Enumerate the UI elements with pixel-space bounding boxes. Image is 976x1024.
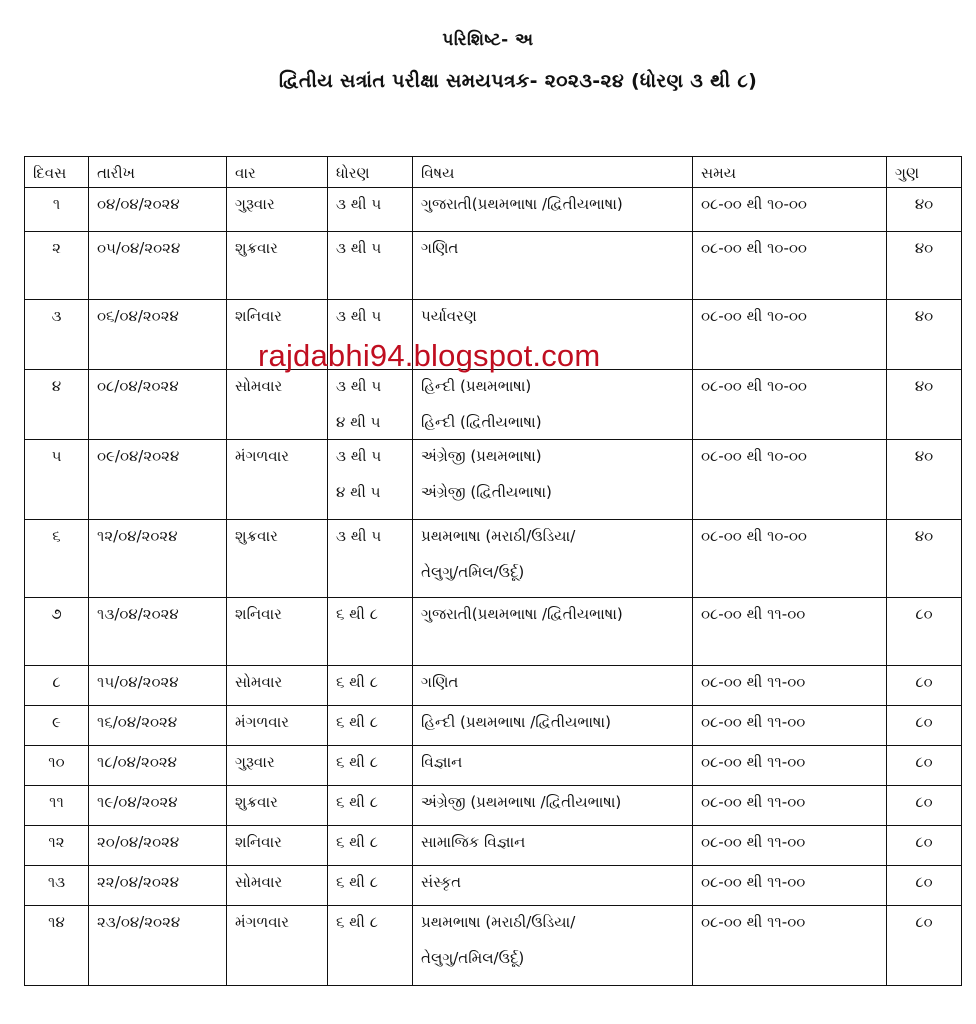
marks-cell: ૪૦ [887, 520, 962, 598]
subject-cell-line1: વિજ્ઞાન [421, 753, 463, 771]
subject-cell [413, 866, 693, 906]
subject-cell-line2: તેલુગુ/તમિલ/ઉર્દૂ) [421, 949, 525, 967]
marks-cell: ૮૦ [887, 866, 962, 906]
marks-cell: ૪૦ [887, 370, 962, 440]
date-cell: ૧૫/૦૪/૨૦૨૪ [89, 666, 227, 706]
weekday-cell: ગુરૂવાર [227, 188, 328, 232]
table-body [25, 188, 962, 986]
header-day: દિવસ [25, 157, 89, 188]
std-cell-line1: ૬ થી ૮ [336, 713, 378, 731]
date-cell: ૧૯/૦૪/૨૦૨૪ [89, 786, 227, 826]
day-cell: ૯ [25, 706, 89, 746]
date-cell: ૧૨/૦૪/૨૦૨૪ [89, 520, 227, 598]
date-cell: ૦૯/૦૪/૨૦૨૪ [89, 440, 227, 520]
subject-cell-line1: પર્યાવરણ [421, 307, 477, 325]
std-cell [328, 232, 413, 300]
date-cell: ૨૩/૦૪/૨૦૨૪ [89, 906, 227, 986]
time-cell: ૦૮-૦૦ થી ૧૧-૦૦ [693, 706, 887, 746]
time-cell: ૦૮-૦૦ થી ૧૧-૦૦ [693, 786, 887, 826]
header-date: તારીખ [89, 157, 227, 188]
weekday-cell: શુક્રવાર [227, 520, 328, 598]
subject-cell-line2: હિન્દી (દ્વિતીયભાષા) [421, 413, 542, 431]
std-cell-line1: ૬ થી ૮ [336, 873, 378, 891]
date-cell: ૦૫/૦૪/૨૦૨૪ [89, 232, 227, 300]
subject-cell [413, 370, 693, 440]
table-row [25, 826, 962, 866]
date-cell: ૨૨/૦૪/૨૦૨૪ [89, 866, 227, 906]
day-cell: ૧૩ [25, 866, 89, 906]
std-cell [328, 188, 413, 232]
std-cell-line1: ૬ થી ૮ [336, 793, 378, 811]
table-row [25, 370, 962, 440]
subject-cell-line2: તેલુગુ/તમિલ/ઉર્દૂ) [421, 563, 525, 581]
weekday-cell: ગુરૂવાર [227, 746, 328, 786]
time-cell: ૦૮-૦૦ થી ૧૧-૦૦ [693, 826, 887, 866]
table-row [25, 188, 962, 232]
std-cell-line2: ૪ થી ૫ [336, 413, 381, 431]
marks-cell: ૪૦ [887, 300, 962, 370]
std-cell-line1: ૬ થી ૮ [336, 833, 378, 851]
header-std: ધોરણ [328, 157, 413, 188]
subject-cell-line1: અંગ્રેજી (પ્રથમભાષા /દ્વિતીયભાષા) [421, 793, 622, 811]
std-cell-line1: ૩ થી ૫ [336, 447, 382, 465]
table-header-row [25, 157, 962, 188]
std-cell [328, 906, 413, 986]
date-cell: ૦૮/૦૪/૨૦૨૪ [89, 370, 227, 440]
appendix-label: પરિશિષ્ટ- અ [442, 30, 534, 50]
subject-cell-line1: ગુજરાતી(પ્રથમભાષા /દ્વિતીયભાષા) [421, 195, 623, 213]
std-cell-line1: ૩ થી ૫ [336, 239, 382, 257]
time-cell: ૦૮-૦૦ થી ૧૧-૦૦ [693, 746, 887, 786]
table-row [25, 906, 962, 986]
subject-cell [413, 746, 693, 786]
day-cell: ૩ [25, 300, 89, 370]
header-marks: ગુણ [887, 157, 962, 188]
table-row [25, 666, 962, 706]
subject-cell [413, 706, 693, 746]
weekday-cell: સોમવાર [227, 370, 328, 440]
day-cell: ૧ [25, 188, 89, 232]
time-cell: ૦૮-૦૦ થી ૧૧-૦૦ [693, 666, 887, 706]
date-cell: ૧૩/૦૪/૨૦૨૪ [89, 598, 227, 666]
std-cell [328, 440, 413, 520]
marks-cell: ૪૦ [887, 440, 962, 520]
weekday-cell: શુક્રવાર [227, 786, 328, 826]
weekday-cell: સોમવાર [227, 666, 328, 706]
time-cell: ૦૮-૦૦ થી ૧૦-૦૦ [693, 188, 887, 232]
date-cell: ૧૮/૦૪/૨૦૨૪ [89, 746, 227, 786]
std-cell-line1: ૬ થી ૮ [336, 913, 378, 931]
day-cell: ૧૧ [25, 786, 89, 826]
exam-timetable [24, 156, 962, 986]
day-cell: ૭ [25, 598, 89, 666]
std-cell [328, 866, 413, 906]
std-cell [328, 786, 413, 826]
table-row [25, 440, 962, 520]
subject-cell-line2: અંગ્રેજી (દ્વિતીયભાષા) [421, 483, 552, 501]
std-cell [328, 370, 413, 440]
marks-cell: ૮૦ [887, 706, 962, 746]
subject-cell [413, 598, 693, 666]
std-cell-line1: ૬ થી ૮ [336, 753, 378, 771]
std-cell-line1: ૩ થી ૫ [336, 377, 382, 395]
day-cell: ૧૦ [25, 746, 89, 786]
subject-cell-line1: પ્રથમભાષા (મરાઠી/ઉડિયા/ [421, 527, 576, 545]
table-row [25, 866, 962, 906]
subject-cell-line1: હિન્દી (પ્રથમભાષા) [421, 377, 532, 395]
table-row [25, 706, 962, 746]
header-weekday: વાર [227, 157, 328, 188]
std-cell [328, 666, 413, 706]
subject-cell-line1: હિન્દી (પ્રથમભાષા /દ્વિતીયભાષા) [421, 713, 611, 731]
marks-cell: ૮૦ [887, 826, 962, 866]
subject-cell [413, 232, 693, 300]
day-cell: ૮ [25, 666, 89, 706]
marks-cell: ૮૦ [887, 906, 962, 986]
std-cell-line1: ૬ થી ૮ [336, 673, 378, 691]
std-cell-line1: ૩ થી ૫ [336, 307, 382, 325]
weekday-cell: સોમવાર [227, 866, 328, 906]
std-cell-line1: ૬ થી ૮ [336, 605, 378, 623]
day-cell: ૧૨ [25, 826, 89, 866]
std-cell [328, 520, 413, 598]
subject-cell-line1: સામાજિક વિજ્ઞાન [421, 833, 526, 851]
time-cell: ૦૮-૦૦ થી ૧૦-૦૦ [693, 300, 887, 370]
marks-cell: ૮૦ [887, 598, 962, 666]
subject-cell-line1: સંસ્કૃત [421, 873, 462, 891]
marks-cell: ૪૦ [887, 232, 962, 300]
watermark-text: rajdabhi94.blogspot.com [258, 338, 601, 373]
day-cell: ૬ [25, 520, 89, 598]
marks-cell: ૮૦ [887, 666, 962, 706]
day-cell: ૪ [25, 370, 89, 440]
subject-cell [413, 188, 693, 232]
table-row [25, 232, 962, 300]
time-cell: ૦૮-૦૦ થી ૧૦-૦૦ [693, 520, 887, 598]
table-row [25, 746, 962, 786]
std-cell [328, 706, 413, 746]
day-cell: ૧૪ [25, 906, 89, 986]
std-cell-line1: ૩ થી ૫ [336, 527, 382, 545]
time-cell: ૦૮-૦૦ થી ૧૦-૦૦ [693, 370, 887, 440]
subject-cell [413, 826, 693, 866]
date-cell: ૧૬/૦૪/૨૦૨૪ [89, 706, 227, 746]
weekday-cell: શનિવાર [227, 598, 328, 666]
subject-cell [413, 520, 693, 598]
std-cell-line2: ૪ થી ૫ [336, 483, 381, 501]
subject-cell [413, 786, 693, 826]
subject-cell-line1: ગણિત [421, 673, 459, 691]
time-cell: ૦૮-૦૦ થી ૧૧-૦૦ [693, 906, 887, 986]
subject-cell [413, 666, 693, 706]
marks-cell: ૪૦ [887, 188, 962, 232]
day-cell: ૨ [25, 232, 89, 300]
subject-cell [413, 440, 693, 520]
marks-cell: ૮૦ [887, 746, 962, 786]
time-cell: ૦૮-૦૦ થી ૧૦-૦૦ [693, 232, 887, 300]
weekday-cell: મંગળવાર [227, 906, 328, 986]
date-cell: ૨૦/૦૪/૨૦૨૪ [89, 826, 227, 866]
weekday-cell: મંગળવાર [227, 440, 328, 520]
weekday-cell: શુક્રવાર [227, 232, 328, 300]
date-cell: ૦૬/૦૪/૨૦૨૪ [89, 300, 227, 370]
subject-cell-line1: અંગ્રેજી (પ્રથમભાષા) [421, 447, 542, 465]
table-row [25, 598, 962, 666]
table-row [25, 520, 962, 598]
std-cell [328, 826, 413, 866]
table-row [25, 786, 962, 826]
weekday-cell: મંગળવાર [227, 706, 328, 746]
subject-cell-line1: ગુજરાતી(પ્રથમભાષા /દ્વિતીયભાષા) [421, 605, 623, 623]
time-cell: ૦૮-૦૦ થી ૧૧-૦૦ [693, 598, 887, 666]
subject-cell [413, 906, 693, 986]
marks-cell: ૮૦ [887, 786, 962, 826]
std-cell-line1: ૩ થી ૫ [336, 195, 382, 213]
std-cell [328, 598, 413, 666]
weekday-cell: શનિવાર [227, 300, 328, 370]
header-time: સમય [693, 157, 887, 188]
std-cell [328, 746, 413, 786]
weekday-cell: શનિવાર [227, 826, 328, 866]
page-title: દ્વિતીય સત્રાંત પરીક્ષા સમયપત્રક- ૨૦૨૩-૨૪ (ધોરણ ૩ થી ૮) [278, 70, 758, 92]
time-cell: ૦૮-૦૦ થી ૧૦-૦૦ [693, 440, 887, 520]
date-cell: ૦૪/૦૪/૨૦૨૪ [89, 188, 227, 232]
subject-cell-line1: પ્રથમભાષા (મરાઠી/ઉડિયા/ [421, 913, 576, 931]
time-cell: ૦૮-૦૦ થી ૧૧-૦૦ [693, 866, 887, 906]
subject-cell-line1: ગણિત [421, 239, 459, 257]
header-subject: વિષય [413, 157, 693, 188]
day-cell: ૫ [25, 440, 89, 520]
